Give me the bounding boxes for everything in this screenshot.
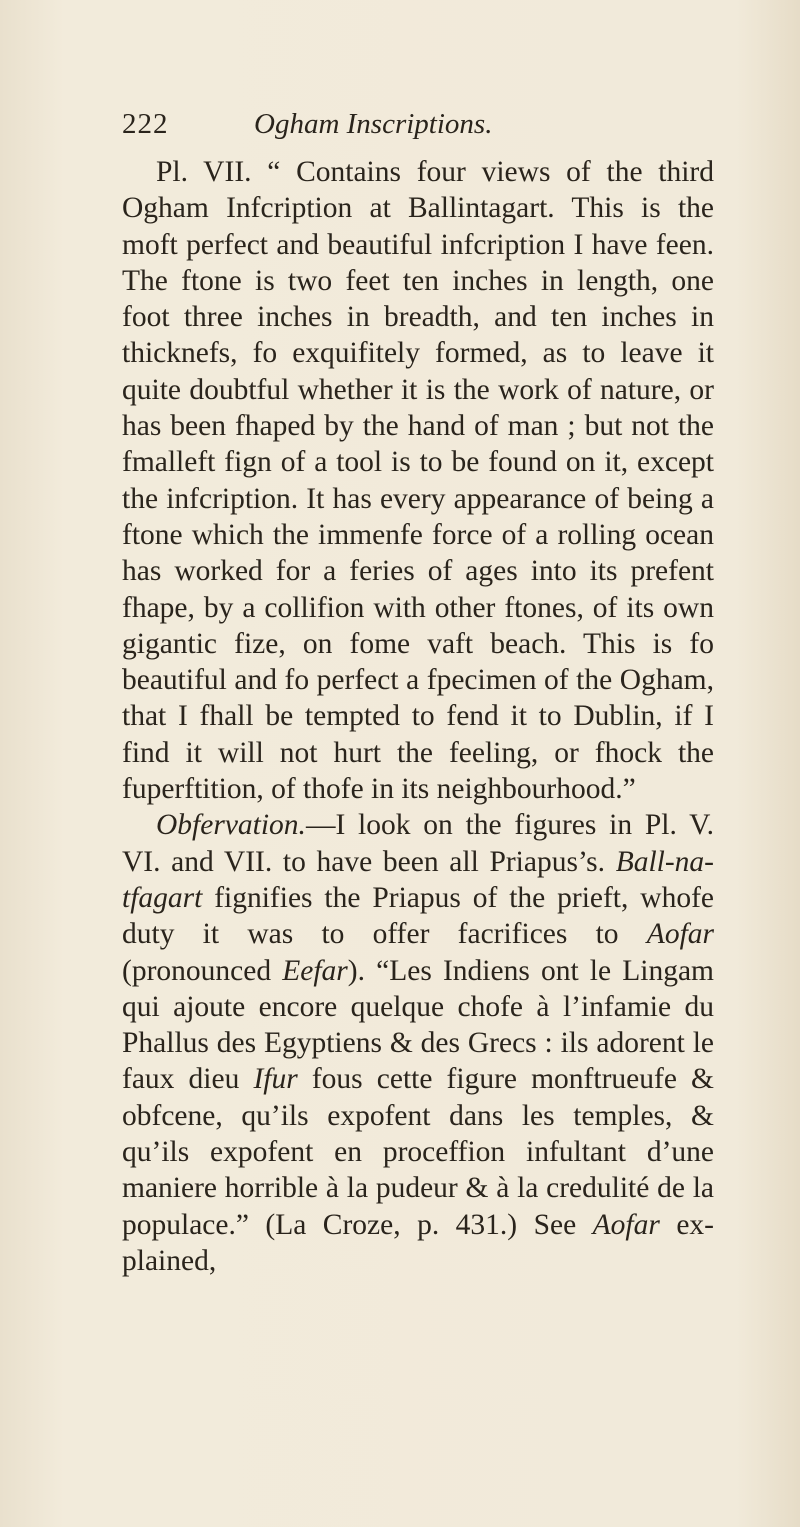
italic-run: Ball-na-tfagart bbox=[122, 845, 714, 914]
page-header bbox=[122, 104, 702, 144]
page-number: 222 bbox=[122, 108, 169, 140]
text-run: ). “Les Indiens ont le Lingam qui ajoute encore quelque chofe à l’infamie du Phallus des Egyptiens & des Grecs : ils adorent le faux dieu bbox=[122, 954, 714, 1096]
running-head: Ogham Inscriptions. bbox=[254, 108, 493, 140]
italic-run: Aofar bbox=[592, 1208, 660, 1241]
paragraph-observation bbox=[122, 807, 714, 1279]
text-run: ex-plained, bbox=[122, 1208, 714, 1277]
italic-run: Aofar bbox=[646, 918, 714, 951]
text-run: —I look on the figures in Pl. V. VI. and VII. to have been all Priapus’s. bbox=[122, 809, 714, 878]
paragraph-plate-description bbox=[122, 154, 714, 807]
italic-run: Obfervation. bbox=[156, 809, 306, 842]
text-run: fignifies the Priapus of the prieft, whofe duty it was to offer facrifices to bbox=[122, 881, 714, 951]
text-run: (pronounced bbox=[122, 954, 283, 987]
body-text bbox=[122, 154, 714, 1279]
italic-run: Eefar bbox=[282, 954, 348, 987]
text-run: fous cette figure monftrueufe & obfcene, qu’ils expofent dans les temples, & qu’ils expofent en proceffion infultant d’une maniere horrible à la pudeur & à la credulité de la populace.” (La Croze, p. 431.) See bbox=[122, 1063, 714, 1241]
italic-run: Ifur bbox=[253, 1063, 298, 1096]
text-run: Pl. VII. “ Contains four views of the third Ogham Infcription at Ballintagart. This is the moft perfect and beautiful infcription I have feen. The ftone is two feet ten inches in length, one foot three inches in breadth, and ten inches in thicknefs, fo exquifitely formed, as to leave it quite doubtful whether it is the work of nature, or has been fhaped by the hand of man ; but not the fmalleft fign of a tool is to be found on it, except the infcription. It has every appearance of being a ftone which the immenfe force of a rolling ocean has worked for a feries of ages into its prefent fhape, by a collifion with other ftones, of its own gigantic fize, on fome vaft beach. This is fo beautiful and fo perfect a fpecimen of the Ogham, that I fhall be tempted to fend it to Dublin, if I find it will not hurt the feeling, or fhock the fuperftition, of thofe in its neighbourhood.” bbox=[122, 156, 714, 806]
